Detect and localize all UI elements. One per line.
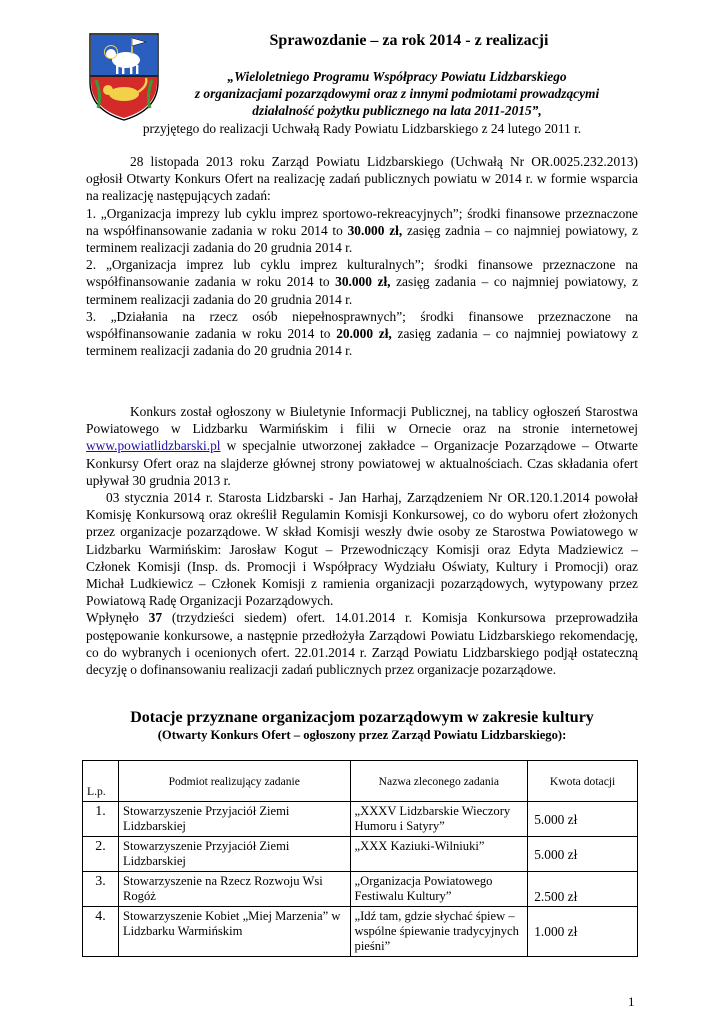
header-entity: Podmiot realizujący zadanie bbox=[118, 761, 350, 802]
row-entity: Stowarzyszenie Przyjaciół Ziemi Lidzbarskiej bbox=[118, 802, 350, 837]
row-task: „XXX Kaziuki-Wilniuki” bbox=[350, 837, 528, 872]
row-entity: Stowarzyszenie na Rzecz Rozwoju Wsi Rogóż bbox=[118, 872, 350, 907]
website-link[interactable]: www.powiatlidzbarski.pl bbox=[86, 438, 221, 454]
row-amount: 2.500 zł bbox=[528, 872, 638, 907]
coat-of-arms-image bbox=[84, 30, 164, 122]
body-section bbox=[86, 403, 638, 678]
table-row bbox=[83, 802, 638, 837]
row-task: „XXXV Lidzbarskie Wieczory Humoru i Satyry” bbox=[350, 802, 528, 837]
row-number: 4. bbox=[83, 907, 119, 957]
adoption-note: przyjętego do realizacji Uchwałą Rady Powiatu Lidzbarskiego z 24 lutego 2011 r. bbox=[142, 121, 582, 136]
row-amount: 1.000 zł bbox=[528, 907, 638, 957]
header-amount: Kwota dotacji bbox=[528, 761, 638, 802]
intro-section bbox=[86, 153, 638, 359]
row-task: „Organizacja Powiatowego Festiwalu Kultury” bbox=[350, 872, 528, 907]
task-item-3: 3. „Działania na rzecz osób niepełnosprawnych”; środki finansowe przeznaczone na współfinansowanie zadania w roku 2014 to 20.000 zł, zasięg zadania – co najmniej powiatowy z terminem realizacji zadania do 20 grudnia 2014 r. bbox=[86, 308, 638, 359]
header-lp: L.p. bbox=[83, 761, 119, 802]
row-amount: 5.000 zł bbox=[528, 837, 638, 872]
row-entity: Stowarzyszenie Kobiet „Miej Marzenia” w Lidzbarku Warmińskim bbox=[118, 907, 350, 957]
row-amount: 5.000 zł bbox=[528, 802, 638, 837]
intro-paragraph: 28 listopada 2013 roku Zarząd Powiatu Lidzbarskiego (Uchwałą Nr OR.0025.232.2013) ogłosił Otwarty Konkurs Ofert na realizację zadań publicznych powiatu w 2014 r. w formie wsparcia na realizację następujących zadań: bbox=[86, 154, 638, 204]
grants-table bbox=[82, 760, 638, 957]
row-task: „Idź tam, gdzie słychać śpiew – wspólne śpiewanie tradycyjnych pieśni” bbox=[350, 907, 528, 957]
task-item-2: 2. „Organizacja imprez lub cyklu imprez kulturalnych”; środki finansowe przeznaczone na współfinansowanie zadania w roku 2014 to 30.000 zł, zasięg zadania – co najmniej powiatowy, z terminem realizacji zadania do 20 grudnia 2014 r. bbox=[86, 257, 639, 307]
offers-paragraph: Wpłynęło 37 (trzydzieści siedem) ofert. 14.01.2014 r. Komisja Konkursowa przeprowadziła postępowanie konkursowe, a następnie przedłożyła Zarządowi Powiatu Lidzbarskiego rekomendację, co do wybranych i ocenionych ofert. 22.01.2014 r. Zarząd Powiatu Lidzbarskiego podjął ostateczną decyzję o dofinansowaniu realizacji zadań publicznych przez organizacje pozarządowe. bbox=[86, 610, 638, 678]
section-subtitle: (Otwarty Konkurs Ofert – ogłoszony przez Zarząd Powiatu Lidzbarskiego): bbox=[157, 728, 567, 742]
program-subtitle: „Wieloletniego Programu Współpracy Powiatu Lidzbarskiego z organizacjami pozarządowymi oraz z innymi podmiotami prowadzącymi działalność pożytku publicznego na lata 2011-2015”, bbox=[194, 69, 600, 118]
header-task: Nazwa zleconego zadania bbox=[350, 761, 528, 802]
page-number: 1 bbox=[628, 994, 635, 1009]
table-header-row bbox=[83, 761, 638, 802]
table-row bbox=[83, 907, 638, 957]
table-row bbox=[83, 837, 638, 872]
row-number: 1. bbox=[83, 802, 119, 837]
row-entity: Stowarzyszenie Przyjaciół Ziemi Lidzbarskiej bbox=[118, 837, 350, 872]
commission-paragraph: 03 stycznia 2014 r. Starosta Lidzbarski - Jan Harhaj, Zarządzeniem Nr OR.120.1.2014 powołał Komisję Konkursową oraz określił Regulamin Komisji Konkursowej, co do wyboru ofert złożonych przez organizacje pozarządowe. W skład Komisji weszły dwie osoby ze Starostwa Powiatowego w Lidzbarku Warmińskim: Jarosław Kogut – Przewodniczący Komisji oraz Edyta Madziewicz – Członek Komisji (Insp. ds. Promocji i Współpracy Wydziału Oświaty, Kultury i Promocji) oraz Michał Ludkiewicz – Członek Komisji z ramienia organizacji pozarządowych, wytypowany przez Powiatową Radę Organizacji Pozarządowych. bbox=[86, 490, 638, 609]
announcement-paragraph: Konkurs został ogłoszony w Biuletynie Informacji Publicznej, na tablicy ogłoszeń Starostwa Powiatowego w Lidzbarku Warmińskim i filii w Ornecie oraz na stronie internetowej www.powiatlidzbarski.pl w specjalnie utworzonej zakładce – Organizacje Pozarządowe – Otwarte Konkursy Ofert oraz na slajderze głównej strony powiatowej w aktualnościach. Czas składania ofert upływał 30 grudnia 2013 r. bbox=[86, 404, 638, 488]
report-title: Sprawozdanie – za rok 2014 - z realizacji bbox=[269, 32, 549, 49]
section-title: Dotacje przyznane organizacjom pozarządowym w zakresie kultury bbox=[130, 709, 594, 726]
row-number: 2. bbox=[83, 837, 119, 872]
table-row bbox=[83, 872, 638, 907]
row-number: 3. bbox=[83, 872, 119, 907]
task-item-1: 1. „Organizacja imprezy lub cyklu imprez sportowo-rekreacyjnych”; środki finansowe przeznaczone na współfinansowanie zadania w roku 2014 to 30.000 zł, zasięg zadnia – co najmniej powiatowy, z terminem realizacji zadania do 20 grudnia 2014 r. bbox=[86, 205, 638, 256]
